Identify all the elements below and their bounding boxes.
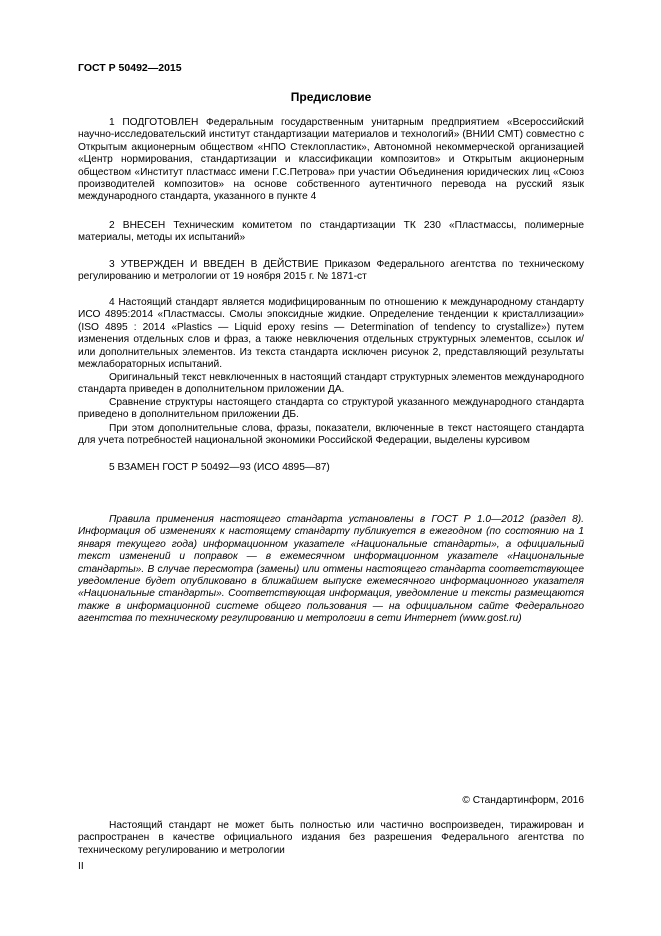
preface-item-2: 2 ВНЕСЕН Техническим комитетом по стандартизации ТК 230 «Пластмассы, полимерные материалы, методы их испытаний» bbox=[78, 220, 584, 244]
document-code: ГОСТ Р 50492—2015 bbox=[78, 62, 182, 74]
preface-item-3: 3 УТВЕРЖДЕН И ВВЕДЕН В ДЕЙСТВИЕ Приказом Федерального агентства по техническому регулированию и метрологии от 19 ноября 2015 г. № 1871-ст bbox=[78, 259, 584, 283]
copyright: © Стандартинформ, 2016 bbox=[462, 795, 584, 806]
preface-item-4-italic-note: При этом дополнительные слова, фразы, показатели, включенные в текст настоящего стандарта для учета потребностей национальной экономики Российской Федерации, выделены курсивом bbox=[78, 423, 584, 447]
preface-item-4: 4 Настоящий стандарт является модифицированным по отношению к международному стандарту ИСО 4895:2014 «Пластмассы. Смолы эпоксидные жидкие. Определение тенденции к кристаллизации» (ISO 4895 : 2014 «Plastics — Liquid epoxy resins — Determination of tendency to crystallize») путем изменения отдельных слов и фраз, а также невключения отдельных структурных элементов, ссылок и/или дополнительных элементов. Из текста стандарта исключен рисунок 2, представляющий результаты межлабораторных испытаний. bbox=[78, 297, 584, 371]
preface-item-4-appendix-db: Сравнение структуры настоящего стандарта со структурой указанного международного стандарта приведено в дополнительном приложении ДБ. bbox=[78, 397, 584, 421]
preface-item-5: 5 ВЗАМЕН ГОСТ Р 50492—93 (ИСО 4895—87) bbox=[109, 462, 330, 473]
preface-item-4-appendix-da: Оригинальный текст невключенных в настоящий стандарт структурных элементов международного стандарта приведен в дополнительном приложении ДА. bbox=[78, 372, 584, 396]
rules-application-note: Правила применения настоящего стандарта установлены в ГОСТ Р 1.0—2012 (раздел 8). Информация об изменениях к настоящему стандарту публикуется в ежегодном (по состоянию на 1 января текущего года) информационном указателе «Национальные стандарты», а официальный текст изменений и поправок — в ежемесячном информационном указателе «Национальные стандарты». В случае пересмотра (замены) или отмены настоящего стандарта соответствующее уведомление будет опубликовано в ближайшем выпуске ежемесячного информационного указателя «Национальные стандарты». Соответствующая информация, уведомление и тексты размещаются также в информационной системе общего пользования — на официальном сайте Федерального агентства по техническому регулированию и метрологии в сети Интернет (www.gost.ru) bbox=[78, 514, 584, 625]
preface-title: Предисловие bbox=[290, 90, 372, 104]
reproduction-notice: Настоящий стандарт не может быть полностью или частично воспроизведен, тиражирован и распространен в качестве официального издания без разрешения Федерального агентства по техническому регулированию и метрологии bbox=[78, 820, 584, 856]
page-number: II bbox=[78, 861, 84, 872]
preface-item-1: 1 ПОДГОТОВЛЕН Федеральным государственным унитарным предприятием «Всероссийский научно-исследовательский институт стандартизации материалов и технологий» (ВНИИ СМТ) совместно с Открытым акционерным обществом «НПО Стеклопластик», Автономной некоммерческой организацией «Центр нормирования, стандартизации и классификации композитов» и Открытым акционерным обществом «Институт пластмасс имени Г.С.Петрова» при участии Объединения юридических лиц «Союз производителей композитов» на основе собственного аутентичного перевода на русский язык международного стандарта, указанного в пункте 4 bbox=[78, 117, 584, 203]
